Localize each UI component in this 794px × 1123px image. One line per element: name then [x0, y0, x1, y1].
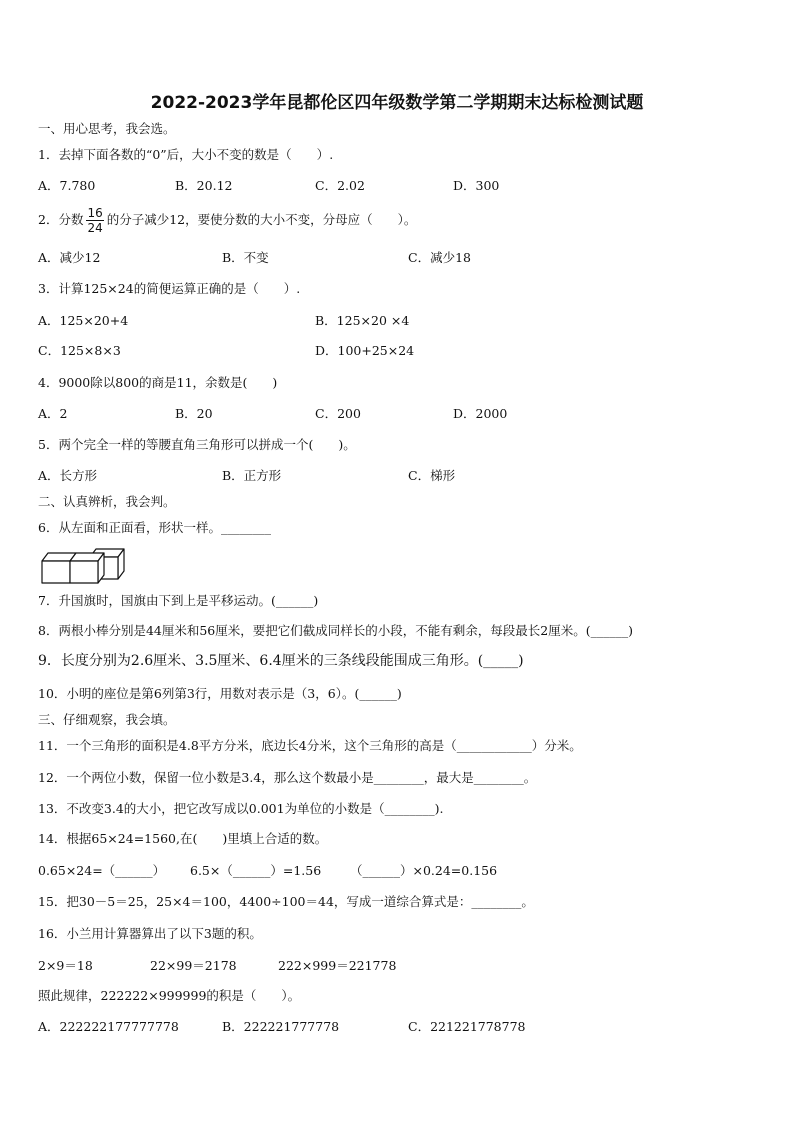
- q3-option-d: D．100+25×24: [315, 343, 415, 358]
- question-10: 10．小明的座位是第6列第3行，用数对表示是（3，6）。(______): [38, 686, 402, 701]
- q16-option-a: A．222222177777778: [38, 1019, 179, 1034]
- q2-option-b: B．不变: [222, 250, 269, 265]
- section-2-heading: 二、认真辨析，我会判。: [38, 494, 176, 509]
- section-1-heading: 一、用心思考，我会选。: [38, 121, 176, 136]
- question-15: 15．把30－5＝25，25×4＝100，4400÷100＝44，写成一道综合算式是：________。: [38, 894, 534, 909]
- question-16: 16．小兰用计算器算出了以下3题的积。: [38, 926, 262, 941]
- q2-option-c: C．减少18: [408, 250, 471, 265]
- q3-option-c: C．125×8×3: [38, 343, 121, 358]
- q4-option-d: D．2000: [453, 406, 508, 421]
- q14-blank-1: 0.65×24=（______）: [38, 863, 166, 878]
- cube-front-right-face: [70, 561, 98, 583]
- q4-option-a: A．2: [38, 406, 68, 421]
- q1-option-c: C．2.02: [315, 178, 365, 193]
- q5-option-b: B．正方形: [222, 468, 282, 483]
- question-12: 12．一个两位小数，保留一位小数是3.4，那么这个数最小是________，最大是________。: [38, 770, 537, 785]
- q5-option-a: A．长方形: [38, 468, 98, 483]
- q14-blank-2: 6.5×（______）=1.56: [190, 863, 322, 878]
- q16-example-1: 2×9＝18: [38, 958, 93, 973]
- question-3: 3．计算125×24的简便运算正确的是（ ）.: [38, 281, 301, 296]
- q3-option-a: A．125×20+4: [38, 313, 129, 328]
- q16-example-3: 222×999＝221778: [278, 958, 397, 973]
- cube-front-left-face: [42, 561, 70, 583]
- question-11: 11．一个三角形的面积是4.8平方分米，底边长4分米，这个三角形的高是（____________）分米。: [38, 738, 582, 753]
- question-2: [38, 204, 416, 236]
- q16-option-c: C．221221778778: [408, 1019, 526, 1034]
- question-5: 5．两个完全一样的等腰直角三角形可以拼成一个( )。: [38, 437, 356, 452]
- question-13: 13．不改变3.4的大小，把它改写成以0.001为单位的小数是（________).: [38, 801, 444, 816]
- question-9: 9．长度分别为2.6厘米、3.5厘米、6.4厘米的三条线段能围成三角形。(_____): [38, 653, 524, 669]
- section-3-heading: 三、仔细观察，我会填。: [38, 712, 176, 727]
- question-8: 8．两根小棒分别是44厘米和56厘米，要把它们截成同样长的小段，不能有剩余，每段最长2厘米。(______): [38, 623, 633, 638]
- question-6: 6．从左面和正面看，形状一样。________: [38, 520, 271, 535]
- question-4: 4．9000除以800的商是11，余数是( ): [38, 375, 278, 390]
- q3-option-b: B．125×20 ×4: [315, 313, 410, 328]
- question-14: 14．根据65×24=1560,在( )里填上合适的数。: [38, 831, 328, 846]
- q14-blank-3: （______）×0.24=0.156: [350, 863, 498, 878]
- q4-option-b: B．20: [175, 406, 213, 421]
- q2-fraction: [86, 206, 103, 235]
- q2-suffix: 的分子减少12，要使分数的大小不变，分母应（ ）。: [106, 212, 417, 227]
- question-1: 1．去掉下面各数的“0”后，大小不变的数是（ ）.: [38, 147, 334, 162]
- cube-figure: [40, 545, 130, 585]
- q1-option-a: A．7.780: [38, 178, 96, 193]
- q16-example-2: 22×99＝2178: [150, 958, 237, 973]
- q5-option-c: C．梯形: [408, 468, 456, 483]
- q1-option-d: D．300: [453, 178, 500, 193]
- q16-rule: 照此规律，222222×999999的积是（ ）。: [38, 988, 301, 1003]
- q2-prefix: 2．分数: [38, 212, 84, 227]
- q2-denominator: 24: [87, 221, 103, 235]
- q4-option-c: C．200: [315, 406, 361, 421]
- q1-option-b: B．20.12: [175, 178, 233, 193]
- q2-option-a: A．减少12: [38, 250, 101, 265]
- page-title: 2022-2023学年昆都伦区四年级数学第二学期期末达标检测试题: [150, 93, 644, 113]
- q2-numerator: 16: [87, 206, 103, 220]
- q16-option-b: B．222221777778: [222, 1019, 340, 1034]
- question-7: 7．升国旗时，国旗由下到上是平移运动。(______): [38, 593, 319, 608]
